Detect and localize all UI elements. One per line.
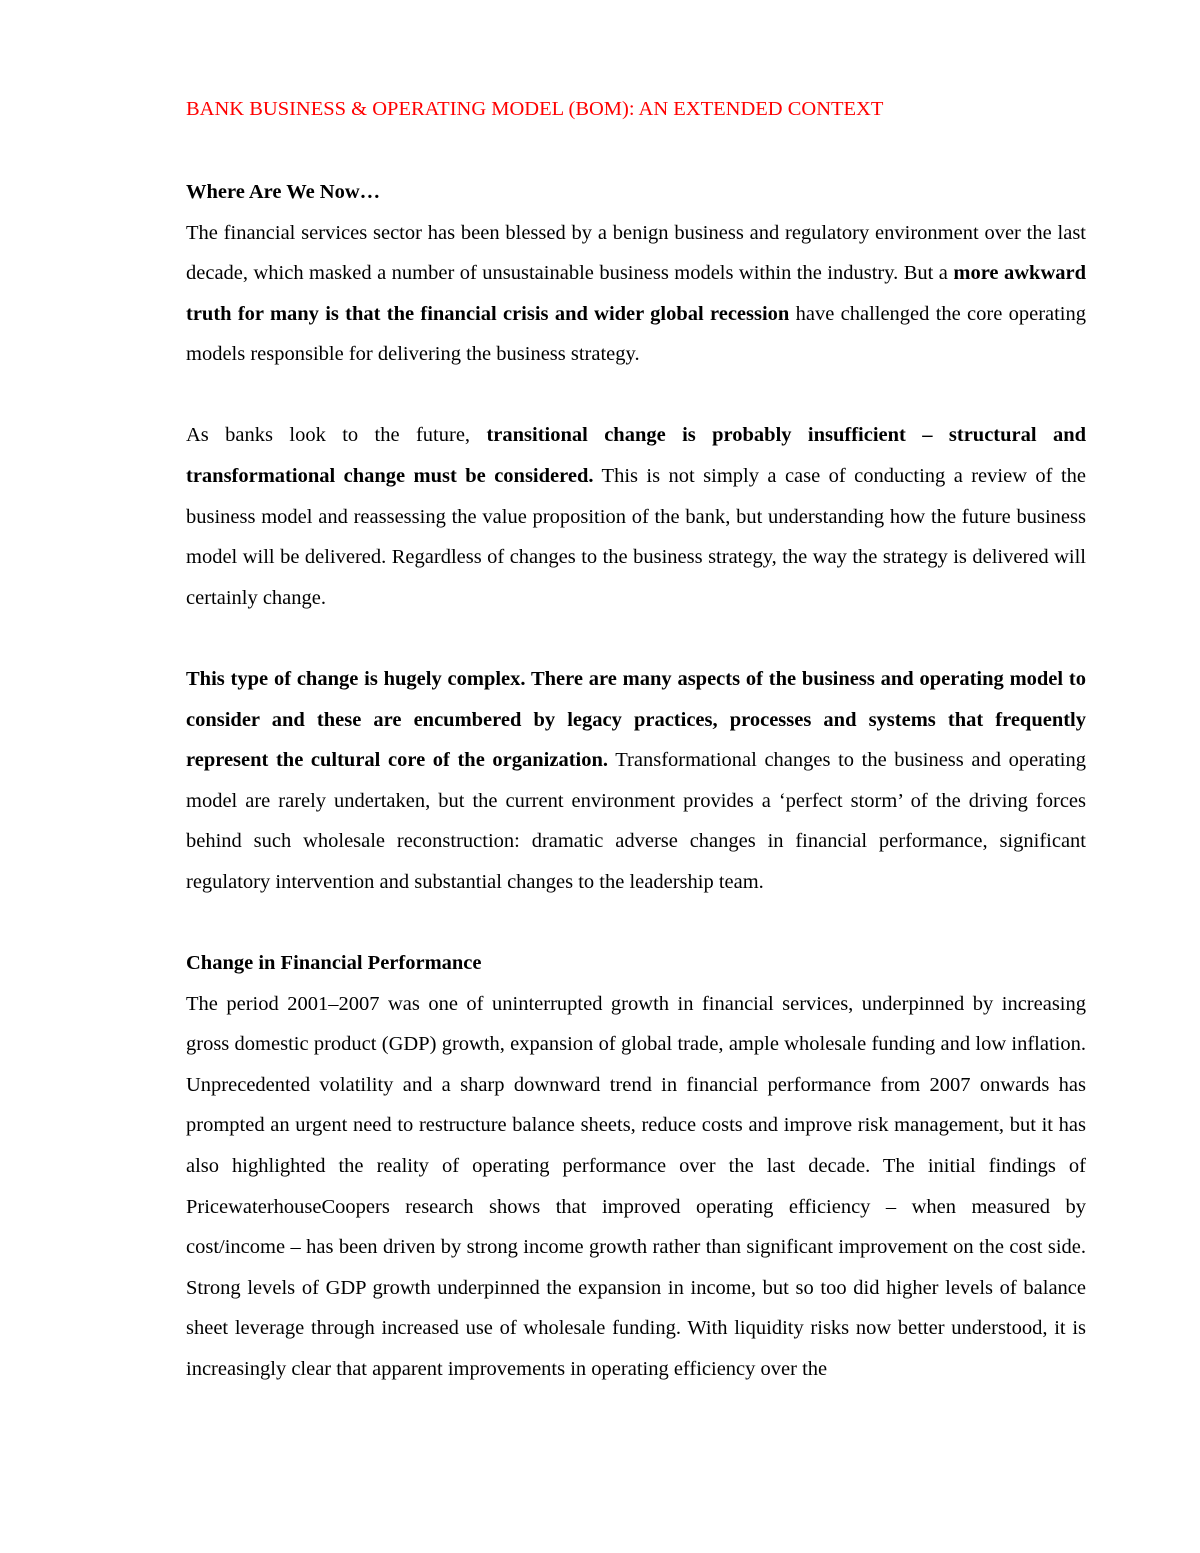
document-body: [186, 92, 1086, 1390]
emphasis-text: more awkward truth for many is that the financial crisis and wider global recession: [186, 262, 1086, 325]
paragraph-text: The financial services sector has been blessed by a benign business and regulatory environment over the last decade, which masked a number of unsustainable business models within the industry. But a: [186, 221, 1086, 285]
section-heading-change-in-financial-performance: Change in Financial Performance: [186, 952, 482, 975]
paragraph-text: As banks look to the future,: [186, 424, 487, 447]
paragraph-text: have challenged the core operating models responsible for delivering the business strategy.: [186, 302, 1087, 366]
paragraph-period-2001-2007: The period 2001–2007 was one of uninterrupted growth in financial services, underpinned by increasing gross domestic product (GDP) growth, expansion of global trade, ample wholesale funding and low inflation. Unprecedented volatility and a sharp downward trend in financial performance from 2007 onwards has prompted an urgent need to restructure balance sheets, reduce costs and improve risk management, but it has also highlighted the reality of operating performance over the last decade. The initial findings of PricewaterhouseCoopers research shows that improved operating efficiency – when measured by cost/income – has been driven by strong income growth rather than significant improvement on the cost side. Strong levels of GDP growth underpinned the expansion in income, but so too did higher levels of balance sheet leverage through increased use of wholesale funding. With liquidity risks now better understood, it is increasingly clear that apparent improvements in operating efficiency over the: [186, 992, 1086, 1381]
section-heading-where-are-we-now: Where Are We Now…: [186, 181, 381, 203]
paragraph-financial-services-sector: [186, 213, 1086, 375]
paragraph-text: Transformational changes to the business and operating model are rarely undertaken, but the current environment provides a ‘perfect storm’ of the driving forces behind such wholesale reconstruction: dramatic adverse changes in financial performance, significant regulatory intervention and substantial changes to the leadership team.: [186, 749, 1086, 893]
paragraph-text: This is not simply a case of conducting a review of the business model and reassessing the value proposition of the bank, but understanding how the future business model will be delivered. Regardless of changes to the business strategy, the way the strategy is delivered will certainly change.: [186, 465, 1086, 609]
spacer: [186, 618, 1086, 659]
emphasis-text: This type of change is hugely complex. There are many aspects of the business and operating model to consider and these are encumbered by legacy practices, processes and systems that frequently represent the cultural core of the organization.: [186, 668, 1086, 772]
spacer: [186, 375, 1086, 416]
spacer: [186, 126, 1086, 172]
paragraph-change-hugely-complex: [186, 659, 1086, 903]
emphasis-text: transitional change is probably insufficient – structural and transformational change must be considered.: [186, 424, 1087, 488]
document-title: BANK BUSINESS & OPERATING MODEL (BOM): AN EXTENDED CONTEXT: [186, 98, 884, 120]
paragraph-banks-look-to-future: [186, 415, 1086, 618]
spacer: [186, 903, 1086, 944]
